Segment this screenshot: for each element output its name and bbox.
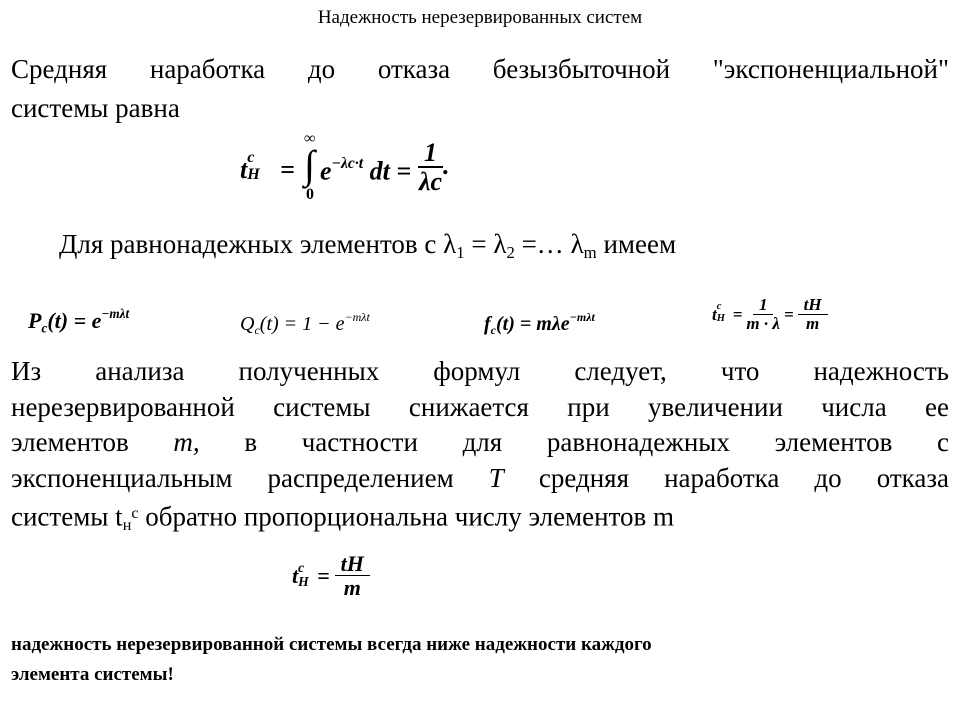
analysis-paragraph	[11, 354, 949, 544]
page-title: Надежность нерезервированных систем	[317, 7, 643, 28]
analysis-line-4: экспоненциальным распределением T средняя наработка до отказа	[11, 462, 950, 493]
formula-reliability: $P_c(t) = e^{-m\lambda t}$	[28, 306, 130, 336]
intro-line-1: Средняя наработка до отказа безызбыточной "экспоненциальной"	[11, 54, 949, 84]
formula-fraction: $\frac{1}{\lambda c}$	[418, 138, 443, 197]
intro-paragraph	[11, 50, 949, 128]
formula-exponent: −λc·t	[331, 155, 364, 172]
integral-sign: ∫	[304, 142, 315, 187]
formula-lhs: t	[240, 155, 248, 184]
formulas-row	[0, 295, 960, 350]
equal-elements-statement: Для равнонадежных элементов с λ1 = λ2 =… λm имеем	[59, 229, 677, 263]
integral-upper-limit: ∞	[304, 130, 316, 147]
formula-failure-density: $f_c(t) = m\lambda e^{-m\lambda t}$	[484, 310, 595, 338]
intro-line-2: системы равна	[11, 93, 180, 123]
formula-mttf-inverse: t c H = $\frac{tH}{m}$	[292, 552, 370, 600]
analysis-line-1: Из анализа полученных формул следует, что надежность	[11, 356, 949, 386]
conclusion-statement	[11, 630, 911, 690]
analysis-line-3: элементов m, в частности для равнонадежных элементов с	[11, 427, 949, 457]
integral-lower-limit: 0	[306, 186, 314, 203]
formula-unreliability: $Q_c(t) = 1 - e^{-m\lambda t}$	[240, 310, 370, 338]
analysis-line-2: нерезервированной системы снижается при увеличении числа ее	[11, 391, 949, 422]
analysis-line-5: системы $tн^c$ обратно пропорциональна числу элементов m	[11, 501, 675, 535]
formula-system-mttf: t c H = $\frac{1}{m \cdot \lambda}$ = $\frac{tH}{m}$	[712, 296, 828, 334]
conclusion-line-1: надежность нерезервированной системы всегда ниже надежности каждого	[11, 634, 652, 655]
conclusion-line-2: элемента системы!	[11, 664, 174, 685]
